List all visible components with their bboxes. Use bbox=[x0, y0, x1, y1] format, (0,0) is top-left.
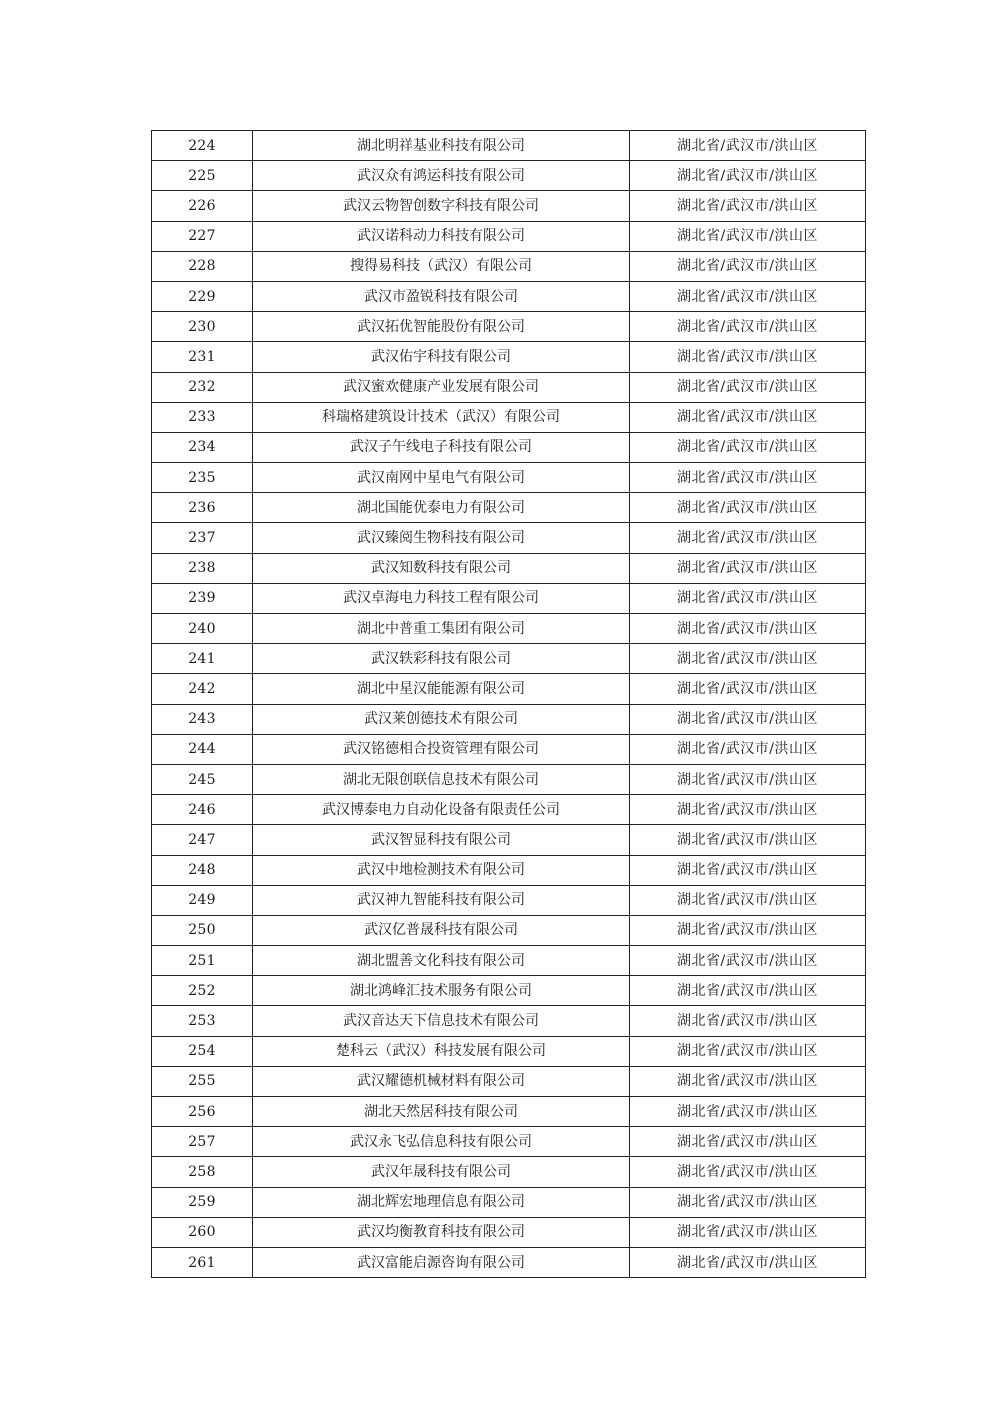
table-row bbox=[152, 221, 866, 251]
company-name-cell: 武汉臻阅生物科技有限公司 bbox=[253, 523, 630, 553]
company-name-cell: 湖北无限创联信息技术有限公司 bbox=[253, 764, 630, 794]
region-cell: 湖北省/武汉市/洪山区 bbox=[630, 1097, 866, 1127]
row-number-cell: 234 bbox=[152, 432, 253, 462]
row-number-cell: 224 bbox=[152, 131, 253, 161]
row-number-cell: 245 bbox=[152, 764, 253, 794]
row-number-cell: 243 bbox=[152, 704, 253, 734]
company-name-cell: 武汉音达天下信息技术有限公司 bbox=[253, 1006, 630, 1036]
region-cell: 湖北省/武汉市/洪山区 bbox=[630, 312, 866, 342]
table-row bbox=[152, 1127, 866, 1157]
table-row bbox=[152, 644, 866, 674]
company-name-cell: 武汉亿普晟科技有限公司 bbox=[253, 915, 630, 945]
company-name-cell: 武汉铭德相合投资管理有限公司 bbox=[253, 734, 630, 764]
row-number-cell: 248 bbox=[152, 855, 253, 885]
row-number-cell: 239 bbox=[152, 583, 253, 613]
region-cell: 湖北省/武汉市/洪山区 bbox=[630, 976, 866, 1006]
table-row bbox=[152, 523, 866, 553]
row-number-cell: 233 bbox=[152, 402, 253, 432]
table-row bbox=[152, 553, 866, 583]
table-row bbox=[152, 795, 866, 825]
company-name-cell: 武汉市盈锐科技有限公司 bbox=[253, 281, 630, 311]
region-cell: 湖北省/武汉市/洪山区 bbox=[630, 764, 866, 794]
company-name-cell: 科瑞格建筑设计技术（武汉）有限公司 bbox=[253, 402, 630, 432]
row-number-cell: 228 bbox=[152, 251, 253, 281]
region-cell: 湖北省/武汉市/洪山区 bbox=[630, 1157, 866, 1187]
company-name-cell: 湖北明祥基业科技有限公司 bbox=[253, 131, 630, 161]
region-cell: 湖北省/武汉市/洪山区 bbox=[630, 131, 866, 161]
row-number-cell: 253 bbox=[152, 1006, 253, 1036]
table-row bbox=[152, 764, 866, 794]
company-name-cell: 武汉年晟科技有限公司 bbox=[253, 1157, 630, 1187]
table-row bbox=[152, 734, 866, 764]
table-body bbox=[152, 131, 866, 1278]
table-row bbox=[152, 946, 866, 976]
company-name-cell: 武汉云物智创数字科技有限公司 bbox=[253, 191, 630, 221]
region-cell: 湖北省/武汉市/洪山区 bbox=[630, 1127, 866, 1157]
region-cell: 湖北省/武汉市/洪山区 bbox=[630, 493, 866, 523]
table-row bbox=[152, 1157, 866, 1187]
row-number-cell: 242 bbox=[152, 674, 253, 704]
company-name-cell: 武汉轶彩科技有限公司 bbox=[253, 644, 630, 674]
company-name-cell: 武汉博泰电力自动化设备有限责任公司 bbox=[253, 795, 630, 825]
region-cell: 湖北省/武汉市/洪山区 bbox=[630, 614, 866, 644]
row-number-cell: 232 bbox=[152, 372, 253, 402]
table-row bbox=[152, 1097, 866, 1127]
region-cell: 湖北省/武汉市/洪山区 bbox=[630, 191, 866, 221]
row-number-cell: 260 bbox=[152, 1217, 253, 1247]
company-list-table bbox=[151, 130, 866, 1278]
company-name-cell: 湖北国能优泰电力有限公司 bbox=[253, 493, 630, 523]
region-cell: 湖北省/武汉市/洪山区 bbox=[630, 1217, 866, 1247]
table-row bbox=[152, 1187, 866, 1217]
region-cell: 湖北省/武汉市/洪山区 bbox=[630, 251, 866, 281]
row-number-cell: 229 bbox=[152, 281, 253, 311]
region-cell: 湖北省/武汉市/洪山区 bbox=[630, 432, 866, 462]
table-row bbox=[152, 463, 866, 493]
company-name-cell: 搜得易科技（武汉）有限公司 bbox=[253, 251, 630, 281]
company-name-cell: 武汉众有鸿运科技有限公司 bbox=[253, 161, 630, 191]
company-name-cell: 武汉蜜欢健康产业发展有限公司 bbox=[253, 372, 630, 402]
table-row bbox=[152, 191, 866, 221]
row-number-cell: 226 bbox=[152, 191, 253, 221]
company-name-cell: 湖北天然居科技有限公司 bbox=[253, 1097, 630, 1127]
table-row bbox=[152, 1066, 866, 1096]
row-number-cell: 225 bbox=[152, 161, 253, 191]
row-number-cell: 255 bbox=[152, 1066, 253, 1096]
company-name-cell: 武汉耀德机械材料有限公司 bbox=[253, 1066, 630, 1096]
region-cell: 湖北省/武汉市/洪山区 bbox=[630, 915, 866, 945]
region-cell: 湖北省/武汉市/洪山区 bbox=[630, 795, 866, 825]
company-name-cell: 湖北中普重工集团有限公司 bbox=[253, 614, 630, 644]
region-cell: 湖北省/武汉市/洪山区 bbox=[630, 946, 866, 976]
row-number-cell: 246 bbox=[152, 795, 253, 825]
table-row bbox=[152, 674, 866, 704]
company-name-cell: 湖北盟善文化科技有限公司 bbox=[253, 946, 630, 976]
company-name-cell: 武汉神九智能科技有限公司 bbox=[253, 885, 630, 915]
row-number-cell: 240 bbox=[152, 614, 253, 644]
row-number-cell: 254 bbox=[152, 1036, 253, 1066]
row-number-cell: 252 bbox=[152, 976, 253, 1006]
table-row bbox=[152, 342, 866, 372]
region-cell: 湖北省/武汉市/洪山区 bbox=[630, 583, 866, 613]
company-name-cell: 湖北辉宏地理信息有限公司 bbox=[253, 1187, 630, 1217]
table-row bbox=[152, 583, 866, 613]
row-number-cell: 244 bbox=[152, 734, 253, 764]
row-number-cell: 236 bbox=[152, 493, 253, 523]
company-name-cell: 武汉拓优智能股份有限公司 bbox=[253, 312, 630, 342]
table-row bbox=[152, 402, 866, 432]
table-row bbox=[152, 251, 866, 281]
region-cell: 湖北省/武汉市/洪山区 bbox=[630, 342, 866, 372]
region-cell: 湖北省/武汉市/洪山区 bbox=[630, 1006, 866, 1036]
company-name-cell: 武汉智显科技有限公司 bbox=[253, 825, 630, 855]
region-cell: 湖北省/武汉市/洪山区 bbox=[630, 402, 866, 432]
table-row bbox=[152, 312, 866, 342]
table-row bbox=[152, 372, 866, 402]
region-cell: 湖北省/武汉市/洪山区 bbox=[630, 372, 866, 402]
company-name-cell: 武汉莱创德技术有限公司 bbox=[253, 704, 630, 734]
region-cell: 湖北省/武汉市/洪山区 bbox=[630, 463, 866, 493]
region-cell: 湖北省/武汉市/洪山区 bbox=[630, 161, 866, 191]
table-row bbox=[152, 1006, 866, 1036]
row-number-cell: 241 bbox=[152, 644, 253, 674]
row-number-cell: 227 bbox=[152, 221, 253, 251]
table-row bbox=[152, 281, 866, 311]
row-number-cell: 238 bbox=[152, 553, 253, 583]
region-cell: 湖北省/武汉市/洪山区 bbox=[630, 1036, 866, 1066]
table-row bbox=[152, 1247, 866, 1277]
company-name-cell: 武汉诺科动力科技有限公司 bbox=[253, 221, 630, 251]
region-cell: 湖北省/武汉市/洪山区 bbox=[630, 553, 866, 583]
row-number-cell: 237 bbox=[152, 523, 253, 553]
company-name-cell: 武汉中地检测技术有限公司 bbox=[253, 855, 630, 885]
row-number-cell: 250 bbox=[152, 915, 253, 945]
company-name-cell: 武汉南网中星电气有限公司 bbox=[253, 463, 630, 493]
company-name-cell: 武汉子午线电子科技有限公司 bbox=[253, 432, 630, 462]
company-name-cell: 湖北中星汉能能源有限公司 bbox=[253, 674, 630, 704]
table-row bbox=[152, 131, 866, 161]
region-cell: 湖北省/武汉市/洪山区 bbox=[630, 1247, 866, 1277]
region-cell: 湖北省/武汉市/洪山区 bbox=[630, 221, 866, 251]
region-cell: 湖北省/武汉市/洪山区 bbox=[630, 704, 866, 734]
company-name-cell: 武汉富能启源咨询有限公司 bbox=[253, 1247, 630, 1277]
company-name-cell: 武汉佑宇科技有限公司 bbox=[253, 342, 630, 372]
region-cell: 湖北省/武汉市/洪山区 bbox=[630, 523, 866, 553]
table-row bbox=[152, 432, 866, 462]
region-cell: 湖北省/武汉市/洪山区 bbox=[630, 885, 866, 915]
table-row bbox=[152, 825, 866, 855]
row-number-cell: 235 bbox=[152, 463, 253, 493]
row-number-cell: 231 bbox=[152, 342, 253, 372]
table-row bbox=[152, 1217, 866, 1247]
company-name-cell: 武汉知数科技有限公司 bbox=[253, 553, 630, 583]
region-cell: 湖北省/武汉市/洪山区 bbox=[630, 734, 866, 764]
region-cell: 湖北省/武汉市/洪山区 bbox=[630, 825, 866, 855]
company-name-cell: 武汉均衡教育科技有限公司 bbox=[253, 1217, 630, 1247]
region-cell: 湖北省/武汉市/洪山区 bbox=[630, 644, 866, 674]
row-number-cell: 258 bbox=[152, 1157, 253, 1187]
table-row bbox=[152, 161, 866, 191]
row-number-cell: 259 bbox=[152, 1187, 253, 1217]
row-number-cell: 247 bbox=[152, 825, 253, 855]
row-number-cell: 249 bbox=[152, 885, 253, 915]
company-name-cell: 湖北鸿峰汇技术服务有限公司 bbox=[253, 976, 630, 1006]
table-row bbox=[152, 915, 866, 945]
table-row bbox=[152, 885, 866, 915]
table-row bbox=[152, 614, 866, 644]
row-number-cell: 251 bbox=[152, 946, 253, 976]
region-cell: 湖北省/武汉市/洪山区 bbox=[630, 281, 866, 311]
region-cell: 湖北省/武汉市/洪山区 bbox=[630, 674, 866, 704]
table-row bbox=[152, 704, 866, 734]
row-number-cell: 257 bbox=[152, 1127, 253, 1157]
region-cell: 湖北省/武汉市/洪山区 bbox=[630, 1187, 866, 1217]
row-number-cell: 261 bbox=[152, 1247, 253, 1277]
row-number-cell: 256 bbox=[152, 1097, 253, 1127]
row-number-cell: 230 bbox=[152, 312, 253, 342]
table-row bbox=[152, 976, 866, 1006]
company-name-cell: 武汉卓海电力科技工程有限公司 bbox=[253, 583, 630, 613]
table-row bbox=[152, 493, 866, 523]
company-name-cell: 楚科云（武汉）科技发展有限公司 bbox=[253, 1036, 630, 1066]
company-name-cell: 武汉永飞弘信息科技有限公司 bbox=[253, 1127, 630, 1157]
table-row bbox=[152, 1036, 866, 1066]
region-cell: 湖北省/武汉市/洪山区 bbox=[630, 1066, 866, 1096]
region-cell: 湖北省/武汉市/洪山区 bbox=[630, 855, 866, 885]
table-row bbox=[152, 855, 866, 885]
